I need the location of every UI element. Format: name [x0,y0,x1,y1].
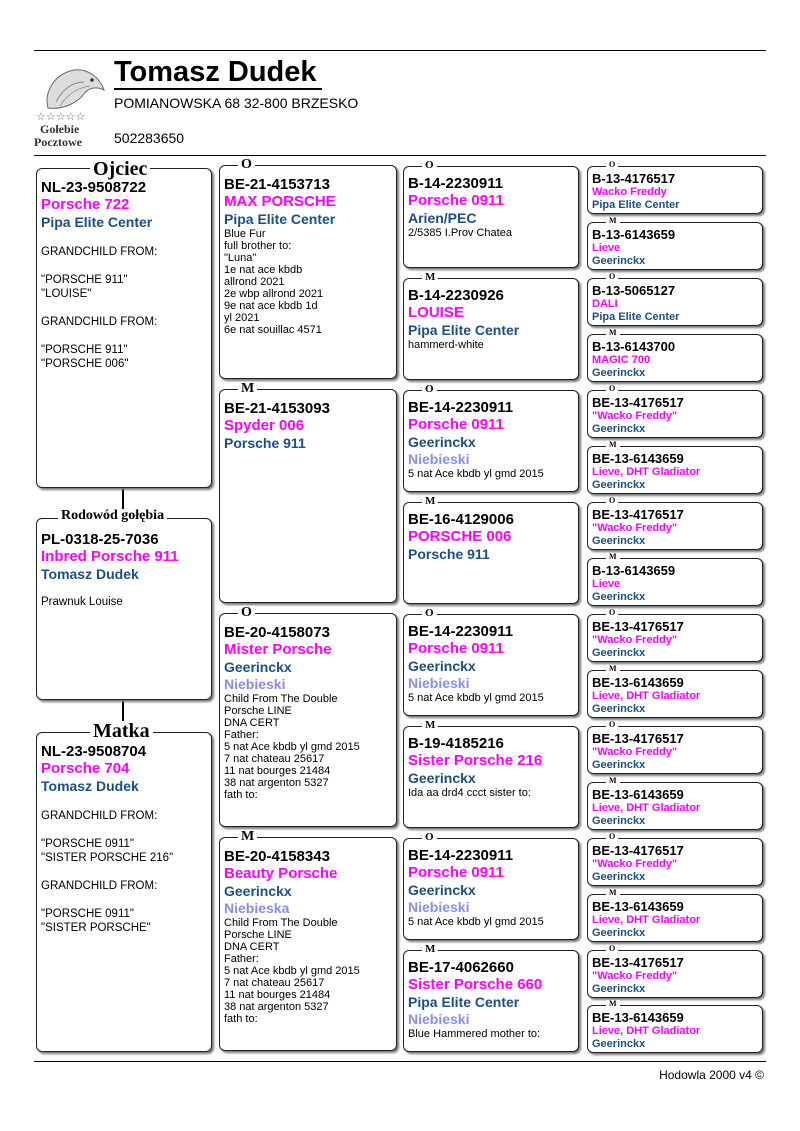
gg-notes: 5 nat Ace kbdb yl gmd 2015 [408,916,544,928]
gg-sex: M [422,272,438,283]
subject-breeder: Tomasz Dudek [41,566,139,582]
ancestor-sex: O [606,833,618,841]
grandparent-sex: M [238,830,257,844]
ancestor-name: "Wacko Freddy" [592,410,678,422]
gg-name: Sister Porsche 660 [408,976,543,993]
ancestor-name: Lieve, DHT Gladiator [592,914,701,926]
grandparent-breeder: Geerinckx [224,883,292,899]
ancestor-card[interactable] [587,1005,763,1053]
grandparent-sex: M [238,382,257,396]
grandparent-name: MAX PORSCHE [224,193,336,210]
grandparent-breeder: Porsche 911 [224,435,306,451]
ancestor-sex: M [606,441,620,449]
great-grandparent-card[interactable] [403,726,579,828]
ancestor-ring: BE-13-6143659 [592,787,684,802]
ancestor-card[interactable] [587,278,763,326]
top-rule [34,50,766,51]
mother-notes: GRANDCHILD FROM: "PORSCHE 0911" "SISTER PORSCHE 216" GRANDCHILD FROM: "PORSCHE 0911" "SISTER PORSCHE" [41,810,174,934]
owner-name-underline [114,88,322,90]
gg-sex: M [422,944,438,955]
ancestor-ring: BE-13-4176517 [592,619,684,634]
ancestor-sex: O [606,161,618,169]
pigeon-logo [34,56,106,148]
ancestor-name: "Wacko Freddy" [592,522,678,534]
ancestor-breeder: Geerinckx [592,591,646,603]
father-legend: Ojciec [90,159,150,179]
father-name: Porsche 722 [41,196,130,213]
ancestor-breeder: Geerinckx [592,647,646,659]
great-grandparent-card[interactable] [403,502,579,604]
ancestor-ring: BE-13-6143659 [592,451,684,466]
ancestor-name: Lieve [592,242,621,254]
ancestor-card[interactable] [587,166,763,214]
ancestor-sex: O [606,385,618,393]
ancestor-name: Lieve, DHT Gladiator [592,690,701,702]
ancestor-breeder: Geerinckx [592,479,646,491]
ancestor-ring: BE-13-4176517 [592,843,684,858]
mother-name: Porsche 704 [41,760,130,777]
great-grandparent-card[interactable] [403,390,579,492]
gg-breeder: Porsche 911 [408,546,490,562]
gg-name: Porsche 0911 [408,640,504,657]
ancestor-sex: M [606,553,620,561]
gg-sex: O [422,384,437,395]
ancestor-ring: BE-13-4176517 [592,507,684,522]
great-grandparent-card[interactable] [403,166,579,268]
grandparent-name: Spyder 006 [224,417,305,434]
gg-ring: BE-14-2230911 [408,399,514,416]
ancestor-ring: B-13-6143659 [592,563,676,578]
mother-card[interactable] [36,732,212,1052]
grandparent-notes: Blue Fur full brother to: "Luna" 1e nat ace kbdb allrond 2021 2e wbp allrond 2021 9e nat ace kbdb 1d yl 2021 6e nat souillac 4571 [224,228,324,336]
gg-name: Porsche 0911 [408,864,504,881]
gg-sex: M [422,720,438,731]
grandparent-ring: BE-20-4158343 [224,848,330,865]
gg-breeder: Geerinckx [408,434,476,450]
gg-ring: BE-16-4129006 [408,511,514,528]
gg-notes: Blue Hammered mother to: [408,1028,541,1040]
gg-breeder: Arien/PEC [408,210,477,226]
logo-text-1: Gołebie [40,122,80,136]
gg-ring: BE-14-2230911 [408,847,514,864]
ancestor-breeder: Geerinckx [592,423,646,435]
ancestor-ring: BE-13-4176517 [592,395,684,410]
great-grandparent-card[interactable] [403,838,579,940]
gg-ring: B-19-4185216 [408,735,504,752]
ancestor-name: Wacko Freddy [592,186,667,198]
great-grandparent-card[interactable] [403,278,579,380]
ancestor-sex: O [606,945,618,953]
subject-ring: PL-0318-25-7036 [41,531,159,548]
ancestor-card[interactable] [587,726,763,774]
gg-name: LOUISE [408,304,464,321]
ancestor-sex: M [606,329,620,337]
ancestor-sex: M [606,217,620,225]
father-notes: GRANDCHILD FROM: "PORSCHE 911" "LOUISE" GRANDCHILD FROM: "PORSCHE 911" "PORSCHE 006" [41,246,158,370]
gg-ring: BE-14-2230911 [408,623,514,640]
ancestor-sex: O [606,609,618,617]
ancestor-breeder: Geerinckx [592,1038,646,1050]
ancestor-name: "Wacko Freddy" [592,970,678,982]
ancestor-card[interactable] [587,782,763,830]
great-grandparent-card[interactable] [403,614,579,716]
grandparent-breeder: Pipa Elite Center [224,211,336,227]
gg-breeder: Pipa Elite Center [408,322,520,338]
gg-breeder: Pipa Elite Center [408,994,520,1010]
ancestor-sex: M [606,889,620,897]
ancestor-breeder: Pipa Elite Center [592,199,680,211]
ancestor-breeder: Pipa Elite Center [592,311,680,323]
gg-sex: O [422,160,437,171]
ancestor-sex: M [606,665,620,673]
ancestor-card[interactable] [587,670,763,718]
ancestor-ring: BE-13-4176517 [592,955,684,970]
father-breeder: Pipa Elite Center [41,214,153,230]
ancestor-ring: BE-13-6143659 [592,1010,684,1025]
ancestor-name: Lieve, DHT Gladiator [592,466,701,478]
father-ring: NL-23-9508722 [41,179,147,196]
gg-ring: B-14-2230926 [408,287,504,304]
ancestor-card[interactable] [587,894,763,942]
ancestor-sex: M [606,777,620,785]
subject-legend: Rodowód gołębia [58,509,167,523]
ancestor-breeder: Geerinckx [592,983,646,995]
ancestor-ring: BE-13-6143659 [592,675,684,690]
grandparent-color: Niebieski [224,676,286,692]
gg-sex: M [422,496,438,507]
great-grandparent-card[interactable] [403,950,579,1052]
subject-card[interactable] [36,518,212,700]
ancestor-breeder: Geerinckx [592,815,646,827]
grandparent-notes: Child From The Double Porsche LINE DNA CERT Father: 5 nat Ace kbdb yl gmd 2015 7 nat chateau 25617 11 nat bourges 21484 38 nat argenton 5327 fath to: [224,693,360,801]
grandparent-name: Beauty Porsche [224,865,338,882]
ancestor-card[interactable] [587,222,763,270]
grandparent-sex: O [238,606,255,620]
ancestor-breeder: Geerinckx [592,759,646,771]
ancestor-card[interactable] [587,502,763,550]
gg-breeder: Geerinckx [408,882,476,898]
ancestor-sex: O [606,497,618,505]
owner-name: Tomasz Dudek [114,56,317,88]
ancestor-name: MAGIC 700 [592,354,651,366]
grandparent-name: Mister Porsche [224,641,332,658]
grandparent-sex: O [238,158,255,172]
ancestor-ring: B-13-5065127 [592,283,676,298]
gg-color: Niebieski [408,451,470,467]
grandparent-color: Niebieska [224,900,290,916]
ancestor-card[interactable] [587,838,763,886]
gg-sex: O [422,832,437,843]
grandparent-ring: BE-20-4158073 [224,624,330,641]
gg-ring: B-14-2230911 [408,175,504,192]
gg-breeder: Geerinckx [408,770,476,786]
gg-ring: BE-17-4062660 [408,959,514,976]
ancestor-name: Lieve, DHT Gladiator [592,802,701,814]
gg-name: Porsche 0911 [408,192,504,209]
gg-notes: Ida aa drd4 ccct sister to: [408,787,531,799]
ancestor-ring: B-13-4176517 [592,171,676,186]
mother-legend: Matka [90,721,153,741]
gg-sex: O [422,608,437,619]
grandparent-card[interactable] [219,165,397,379]
gg-name: Sister Porsche 216 [408,752,543,769]
gg-notes: 5 nat Ace kbdb yl gmd 2015 [408,692,544,704]
subject-name: Inbred Porsche 911 [41,548,179,565]
mother-breeder: Tomasz Dudek [41,778,139,794]
owner-address: POMIANOWSKA 68 32-800 BRZESKO [114,95,359,111]
ancestor-name: "Wacko Freddy" [592,858,678,870]
gg-breeder: Geerinckx [408,658,476,674]
ancestor-card[interactable] [587,390,763,438]
ancestor-card[interactable] [587,614,763,662]
gg-color: Niebieski [408,899,470,915]
header-rule [34,155,766,156]
ancestor-ring: B-13-6143700 [592,339,676,354]
footer-credit: Hodowla 2000 v4 © [659,1068,764,1082]
ancestor-breeder: Geerinckx [592,367,646,379]
footer-rule [34,1061,766,1062]
ancestor-card[interactable] [587,950,763,998]
owner-phone: 502283650 [114,130,185,146]
gg-color: Niebieski [408,675,470,691]
ancestor-card[interactable] [587,558,763,606]
ancestor-name: "Wacko Freddy" [592,746,678,758]
ancestor-ring: BE-13-4176517 [592,731,684,746]
ancestor-name: "Wacko Freddy" [592,634,678,646]
ancestor-breeder: Geerinckx [592,927,646,939]
father-card[interactable] [36,168,212,488]
grandparent-ring: BE-21-4153713 [224,176,330,193]
ancestor-breeder: Geerinckx [592,535,646,547]
gg-notes: hammerd-white [408,339,484,351]
gg-name: PORSCHE 006 [408,528,512,545]
logo-text-2: Pocztowe [34,135,82,149]
svg-text:☆☆☆☆☆: ☆☆☆☆☆ [36,110,86,123]
grandparent-breeder: Geerinckx [224,659,292,675]
ancestor-breeder: Geerinckx [592,871,646,883]
ancestor-breeder: Geerinckx [592,255,646,267]
ancestor-name: Lieve [592,578,621,590]
ancestor-sex: M [606,1000,620,1008]
grandparent-card[interactable] [219,389,397,603]
ancestor-card[interactable] [587,334,763,382]
gg-notes: 5 nat Ace kbdb yl gmd 2015 [408,468,544,480]
gg-color: Niebieski [408,1011,470,1027]
gg-name: Porsche 0911 [408,416,504,433]
grandparent-card[interactable] [219,837,397,1051]
ancestor-ring: B-13-6143659 [592,227,676,242]
mother-ring: NL-23-9508704 [41,743,147,760]
grandparent-notes: Child From The Double Porsche LINE DNA CERT Father: 5 nat Ace kbdb yl gmd 2015 7 nat chateau 25617 11 nat bourges 21484 38 nat argenton 5327 fath to: [224,917,360,1025]
grandparent-card[interactable] [219,613,397,827]
ancestor-sex: O [606,721,618,729]
ancestor-ring: BE-13-6143659 [592,899,684,914]
ancestor-breeder: Geerinckx [592,703,646,715]
gg-notes: 2/5385 I.Prov Chatea [408,227,512,239]
grandparent-ring: BE-21-4153093 [224,400,330,417]
ancestor-sex: O [606,273,618,281]
subject-notes: Prawnuk Louise [41,596,123,608]
ancestor-card[interactable] [587,446,763,494]
ancestor-name: Lieve, DHT Gladiator [592,1025,701,1037]
ancestor-name: DALI [592,298,618,310]
